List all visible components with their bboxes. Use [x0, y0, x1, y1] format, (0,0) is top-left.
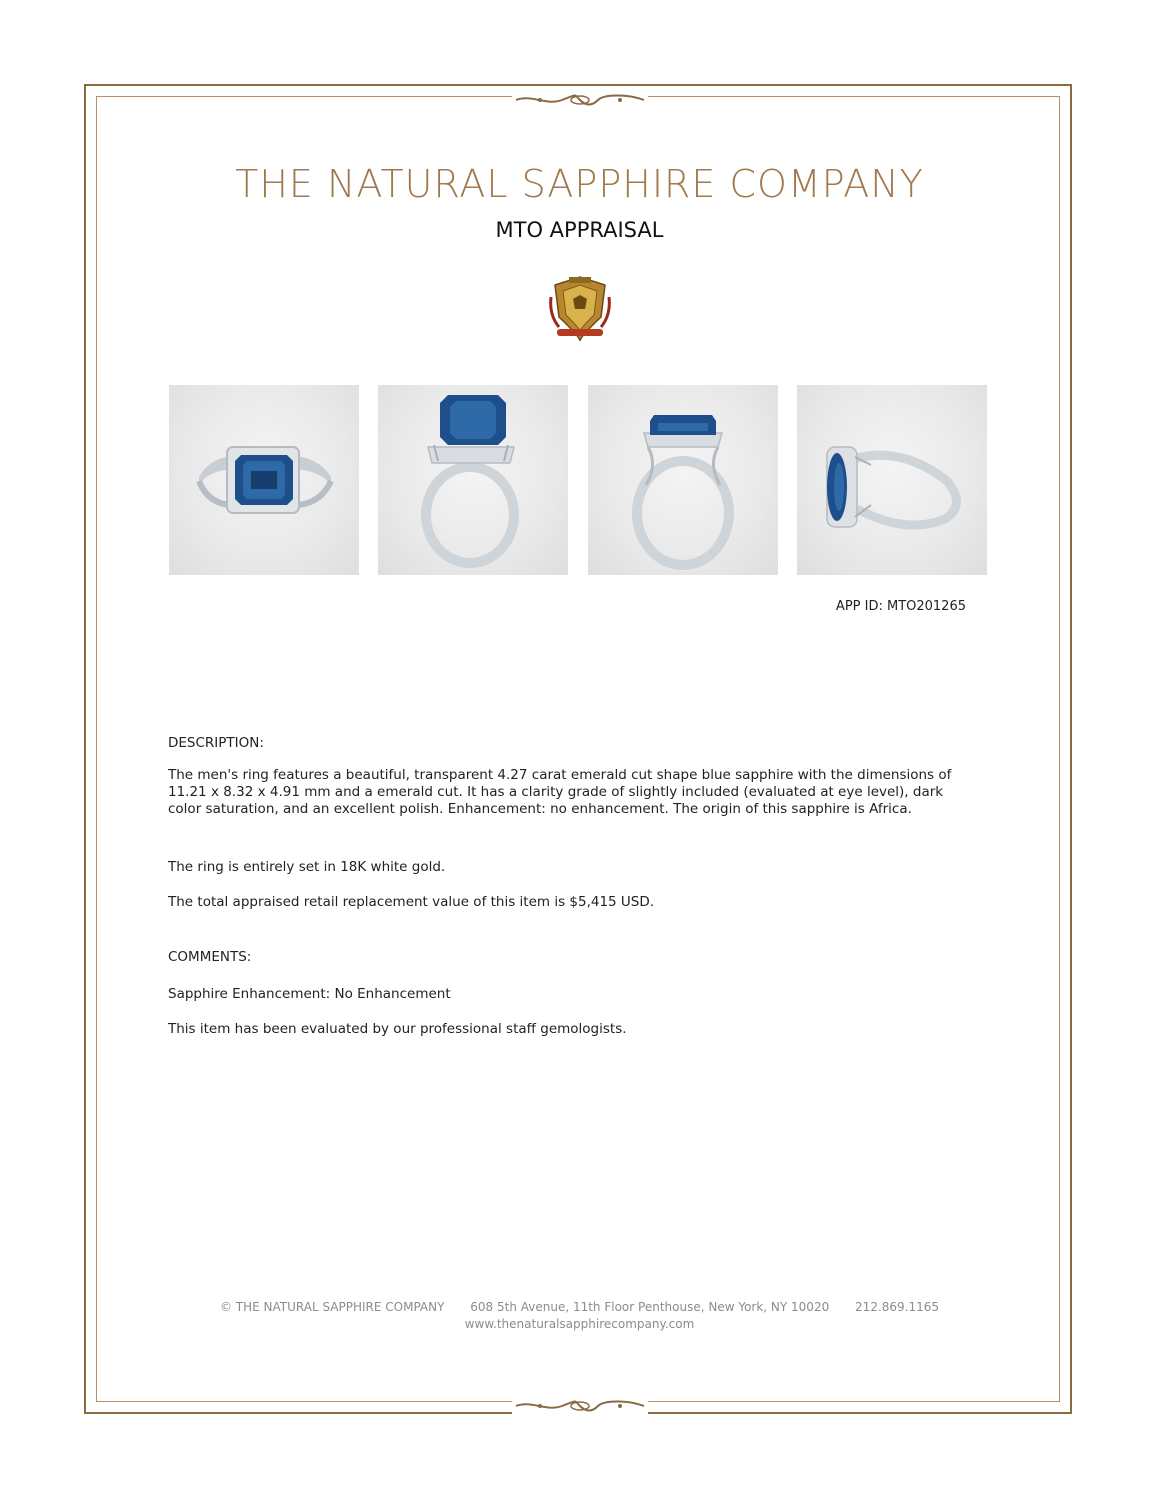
bottom-flourish-icon	[512, 1398, 648, 1414]
app-id: APP ID: MTO201265	[835, 599, 966, 614]
description-label: DESCRIPTION:	[168, 735, 264, 751]
ring-side-view-icon	[797, 385, 987, 575]
top-flourish-icon	[512, 92, 648, 108]
description-paragraph-1: The men's ring features a beautiful, transparent 4.27 carat emerald cut shape blue sapphire with the dimensions of 11.21 x 8.32 x 4.91 mm and a emerald cut. It has a clarity grade of slightly included (evaluated at eye level), dark color saturation, and an excellent polish. Enhancement: no enhancement. The origin of this sapphire is Africa.	[168, 767, 952, 817]
footer-address: 608 5th Avenue, 11th Floor Penthouse, New York, NY 10020	[470, 1300, 830, 1314]
document-title: MTO APPRAISAL	[495, 218, 664, 242]
footer-copyright: © THE NATURAL SAPPHIRE COMPANY	[219, 1300, 445, 1314]
crest-logo-icon	[549, 275, 611, 343]
appraised-value-paragraph: The total appraised retail replacement value of this item is $5,415 USD.	[168, 894, 655, 910]
ring-angled-view-icon	[378, 385, 568, 575]
footer-website-link[interactable]: www.thenaturalsapphirecompany.com	[464, 1317, 695, 1331]
comments-line-1: Sapphire Enhancement: No Enhancement	[168, 986, 451, 1002]
ring-photo-top-view	[169, 385, 359, 575]
ring-photo-angled-view	[378, 385, 568, 575]
comments-label: COMMENTS:	[168, 949, 252, 965]
ring-photo-side-view	[797, 385, 987, 575]
footer-contact	[0, 1300, 1159, 1314]
footer-phone: 212.869.1165	[855, 1300, 940, 1314]
company-title: THE NATURAL SAPPHIRE COMPANY	[235, 162, 924, 206]
ring-top-view-icon	[169, 385, 359, 575]
comments-line-2: This item has been evaluated by our professional staff gemologists.	[168, 1021, 627, 1037]
ring-front-view-icon	[588, 385, 778, 575]
ring-photo-front-view	[588, 385, 778, 575]
description-paragraph-2: The ring is entirely set in 18K white gold.	[168, 859, 446, 875]
